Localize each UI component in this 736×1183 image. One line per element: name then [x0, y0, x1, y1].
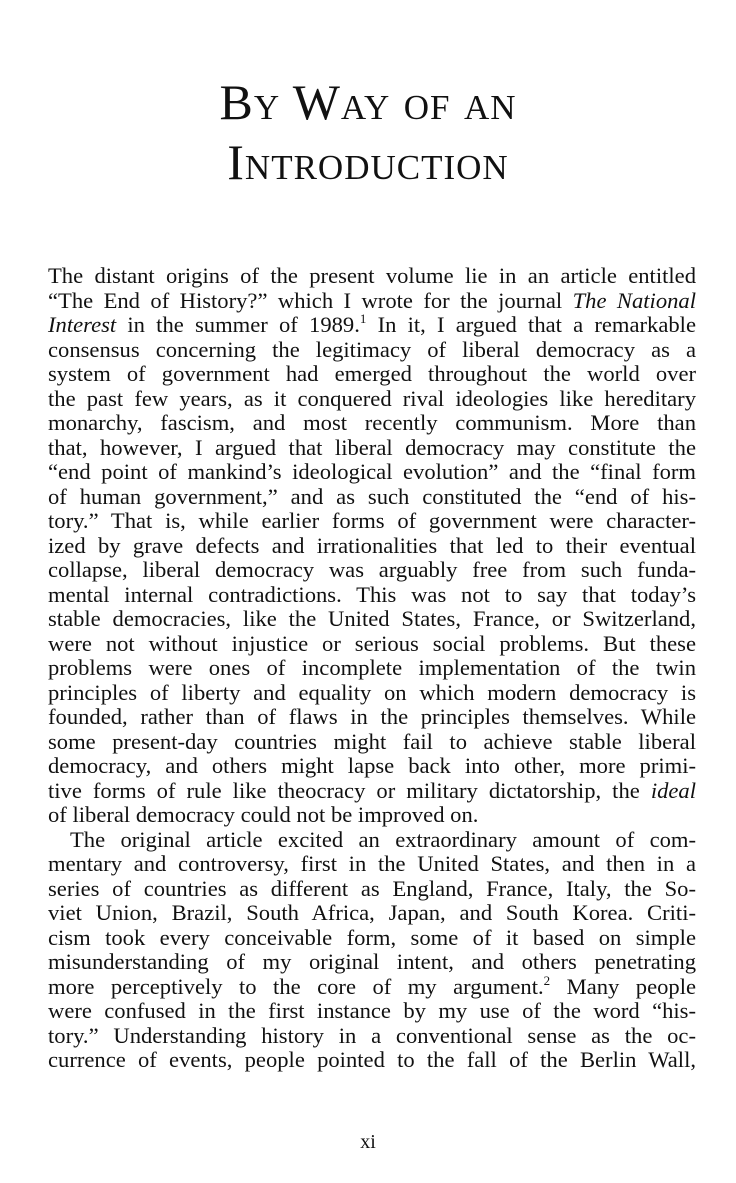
- text-line: [48, 828, 696, 853]
- text-line: [48, 558, 696, 583]
- text-segment: of human government,” and as such constituted the “end of his-: [48, 483, 696, 509]
- text-segment: series of countries as different as England, France, Italy, the So-: [48, 875, 696, 901]
- text-line: [48, 950, 696, 975]
- text-segment: tory.” Understanding history in a conventional sense as the oc-: [48, 1022, 696, 1048]
- text-segment: Many people: [550, 973, 697, 999]
- text-segment: that, however, I argued that liberal democracy may constitute the: [48, 434, 696, 460]
- text-segment: more perceptively to the core of my argument.: [48, 973, 544, 999]
- italic-text: The National: [572, 287, 696, 313]
- text-line: [48, 1048, 696, 1073]
- text-segment: system of government had emerged throughout the world over: [48, 361, 696, 386]
- text-segment: were not without injustice or serious social problems. But these: [48, 630, 696, 656]
- text-line: [48, 901, 696, 926]
- text-segment: cism took every conceivable form, some of it based on simple: [48, 924, 696, 950]
- text-line: [48, 803, 696, 828]
- text-line: [48, 411, 696, 436]
- italic-text: ideal: [650, 777, 696, 803]
- text-line: [48, 779, 696, 804]
- text-line: [48, 362, 696, 387]
- text-segment: principles of liberty and equality on which modern democracy is: [48, 679, 696, 705]
- text-segment: were confused in the first instance by my use of the word “his-: [48, 998, 696, 1023]
- text-segment: currence of events, people pointed to the fall of the Berlin Wall,: [48, 1047, 696, 1072]
- text-line: [48, 754, 696, 779]
- text-segment: problems were ones of incomplete implementation of the twin: [48, 655, 696, 680]
- text-line: [48, 264, 696, 289]
- text-line: [48, 509, 696, 534]
- text-line: [48, 877, 696, 902]
- text-segment: of liberal democracy could not be improved on.: [48, 802, 479, 827]
- text-segment: mentary and controversy, first in the United States, and then in a: [48, 851, 696, 876]
- chapter-title: [0, 72, 736, 192]
- text-segment: some present-day countries might fail to achieve stable liberal: [48, 728, 696, 754]
- text-line: [48, 972, 697, 1000]
- text-segment: consensus concerning the legitimacy of liberal democracy as a: [48, 336, 696, 362]
- text-segment: the past few years, as it conquered rival ideologies like hereditary: [48, 385, 696, 411]
- text-segment: “end point of mankind’s ideological evolution” and the “final form: [48, 459, 696, 484]
- text-segment: viet Union, Brazil, South Africa, Japan, and South Korea. Criti-: [48, 900, 696, 925]
- text-line: [48, 681, 696, 706]
- text-segment: in the summer of 1989.: [116, 312, 360, 337]
- text-line: [48, 705, 696, 730]
- text-line: [48, 926, 696, 951]
- text-segment: monarchy, fascism, and most recently communism. More than: [48, 410, 696, 435]
- text-line: [48, 730, 696, 755]
- text-line: [48, 289, 696, 314]
- text-segment: collapse, liberal democracy was arguably free from such funda-: [48, 557, 696, 582]
- chapter-title-line-1: By Way of an: [219, 74, 517, 130]
- footnote-marker: 2: [543, 972, 551, 988]
- text-segment: misunderstanding of my original intent, and others penetrating: [48, 949, 696, 974]
- text-line: [48, 460, 696, 485]
- italic-text: Interest: [48, 312, 117, 337]
- text-segment: democracy, and others might lapse back into other, more primi-: [48, 753, 696, 778]
- text-segment: The distant origins of the present volume lie in an article entitled: [48, 263, 696, 288]
- text-segment: ized by grave defects and irrationalities that led to their eventual: [48, 532, 696, 558]
- text-line: [48, 632, 696, 657]
- text-segment: stable democracies, like the United States, France, or Switzerland,: [48, 606, 696, 631]
- text-line: [48, 534, 696, 559]
- text-line: [48, 387, 696, 412]
- text-line: [48, 485, 696, 510]
- text-line: [48, 607, 696, 632]
- text-line: [48, 583, 696, 608]
- text-segment: mental internal contradictions. This was not to say that today’s: [48, 581, 696, 607]
- text-line: [48, 338, 696, 363]
- text-segment: tive forms of rule like theocracy or military dictatorship, the: [48, 777, 651, 803]
- text-line: [48, 313, 696, 338]
- text-segment: founded, rather than of flaws in the principles themselves. While: [48, 704, 696, 729]
- text-segment: “The End of History?” which I wrote for the journal: [48, 287, 573, 313]
- text-segment: The original article excited an extraordinary amount of com-: [70, 826, 696, 852]
- text-line: [48, 852, 696, 877]
- page-number: xi: [360, 1131, 376, 1153]
- text-line: [48, 999, 696, 1024]
- footnote-marker: 1: [359, 311, 367, 326]
- text-line: [48, 656, 696, 681]
- text-line: [48, 1024, 696, 1049]
- text-segment: In it, I argued that a remarkable: [366, 312, 696, 337]
- body-text: [48, 264, 696, 1073]
- chapter-title-line-2: Introduction: [227, 134, 509, 190]
- text-segment: tory.” That is, while earlier forms of government were character-: [48, 508, 696, 533]
- text-line: [48, 436, 696, 461]
